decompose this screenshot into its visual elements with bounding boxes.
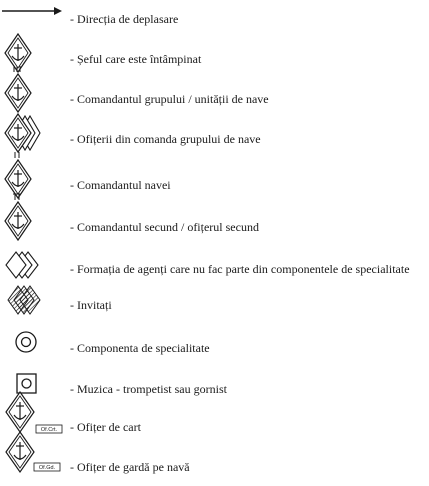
legend-row-group-commander xyxy=(0,84,429,114)
tag-label: Of.Crt. xyxy=(40,427,58,433)
legend-label: - Șeful care este întâmpinat xyxy=(70,51,201,67)
legend-label: - Componenta de specialitate xyxy=(70,340,210,356)
diamond-anchor-icon xyxy=(2,44,64,74)
legend-label: - Direcția de deplasare xyxy=(70,11,178,27)
legend-label: - Comandantul navei xyxy=(70,177,171,193)
diamond-anchor-one-bar-icon xyxy=(2,212,64,242)
diamond-anchor-tag-icon xyxy=(2,452,64,482)
diamond-anchor-tag-icon xyxy=(2,412,64,442)
legend-label: - Comandantul secund / ofițerul secund xyxy=(70,219,259,235)
legend-row-direction xyxy=(0,4,429,34)
legend-label: - Ofițerii din comanda grupului de nave xyxy=(70,131,261,147)
double-circle-icon xyxy=(2,333,64,363)
diamond-anchor-three-bars-icon xyxy=(2,84,64,114)
legend-label: - Invitați xyxy=(70,297,112,313)
legend-label: - Comandantul grupului / unității de nave xyxy=(70,91,269,107)
legend-row-watch-officer xyxy=(0,412,429,442)
legend-row-guard-officer xyxy=(0,452,429,482)
legend-label: - Formația de agenți care nu fac parte din componentele de specialitate xyxy=(70,261,410,277)
legend-label: - Ofițer de gardă pe navă xyxy=(70,459,190,475)
legend-label: - Ofițer de cart xyxy=(70,419,141,435)
legend-row-guests xyxy=(0,290,429,320)
tag-label: Of.Gd. xyxy=(38,465,56,471)
legend-row-agents xyxy=(0,254,429,284)
legend-row-group-officers xyxy=(0,124,429,154)
legend-label: - Muzica - trompetist sau gornist xyxy=(70,381,227,397)
legend-row-music xyxy=(0,374,429,404)
legend-row-ship-commander xyxy=(0,170,429,200)
diamond-anchor-two-bars-icon xyxy=(2,170,64,200)
diamond-anchor-stacked-icon xyxy=(2,124,64,154)
legend-row-second-commander xyxy=(0,212,429,242)
legend-row-specialty xyxy=(0,333,429,363)
hatched-diamonds-icon xyxy=(2,290,64,320)
legend-row-chief xyxy=(0,44,429,74)
arrow-icon xyxy=(2,4,64,34)
